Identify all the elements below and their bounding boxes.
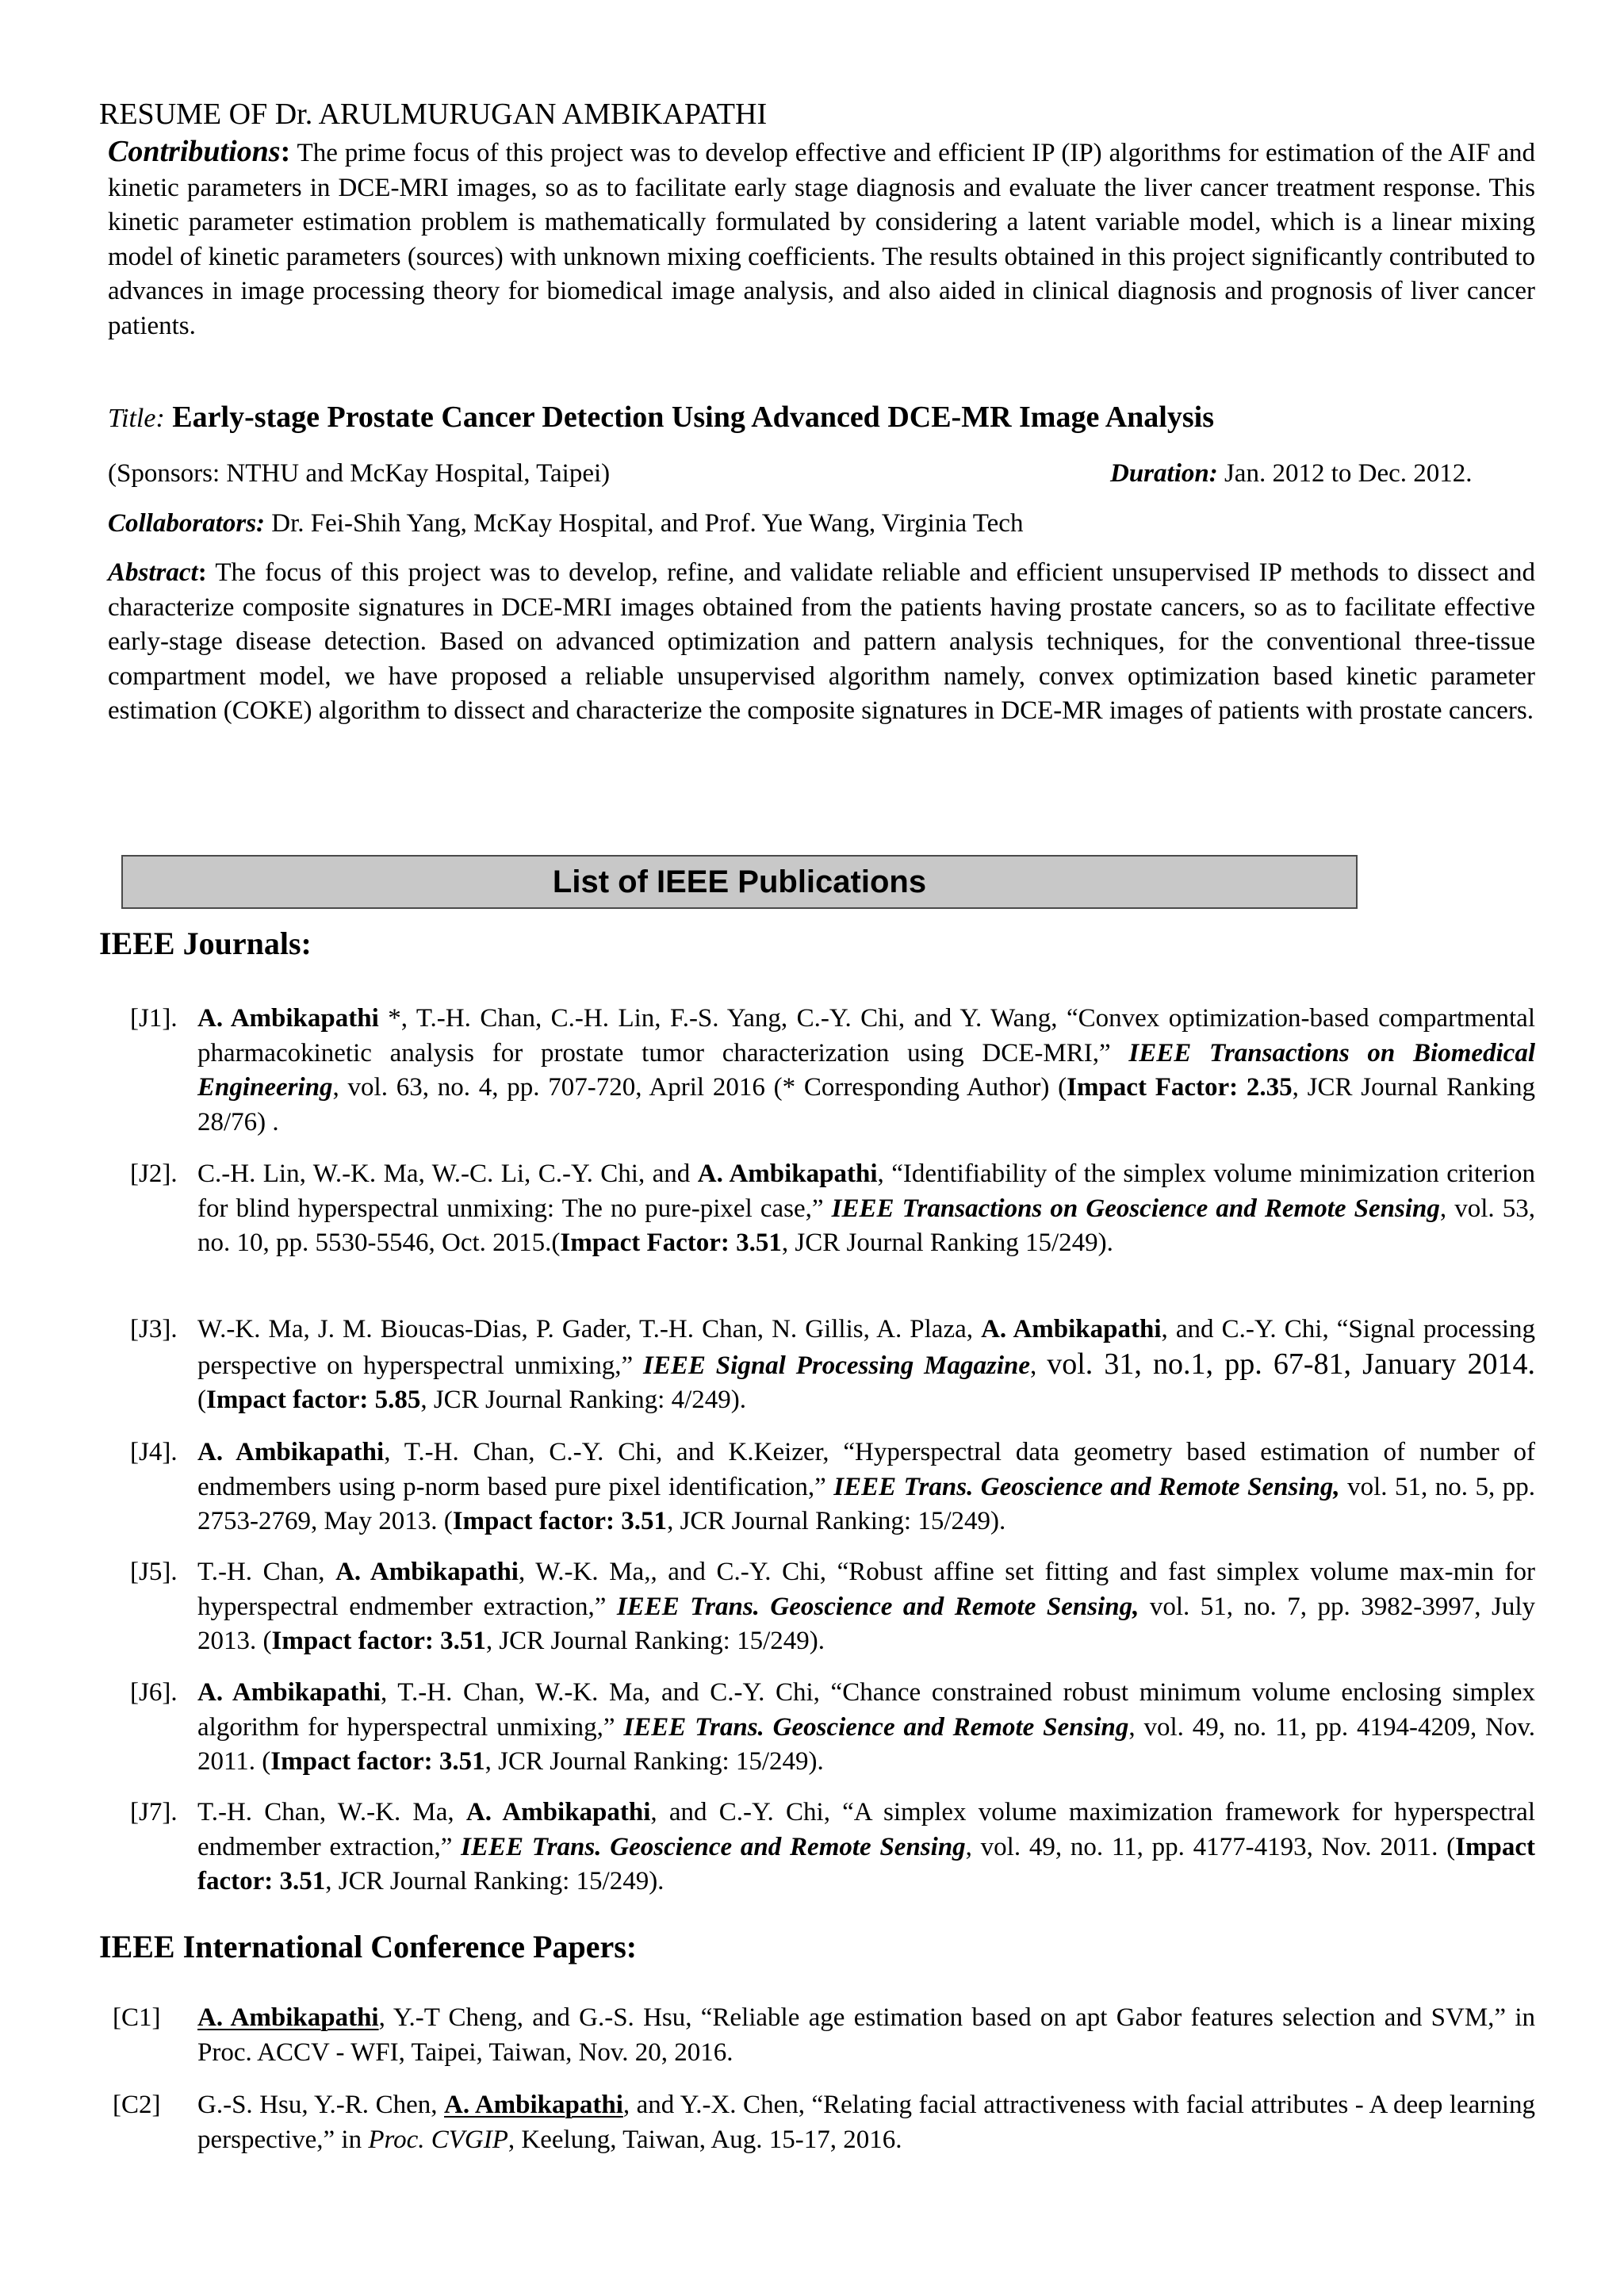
entry-label: [J5]. (130, 1558, 178, 1586)
entry-text: A. Ambikapathi *, T.-H. Chan, C.-H. Lin, F.-S. Yang, C.-Y. Chi, and Y. Wang, “Convex optimization-based compartmental pharmacokinetic analysis for prostate tumor characterization using DCE-MRI,” IEEE Transactions on Biomedical Engineering, vol. 63, no. 4, pp. 707-720, April 2016 (* Corresponding Author) (Impact Factor: 2.35, JCR Journal Ranking 28/76) . (197, 1004, 1536, 1137)
journal-entry (99, 1796, 1535, 1899)
journal-entry (99, 1435, 1535, 1539)
entry-label: [J4]. (130, 1438, 178, 1466)
journals-heading: IEEE Journals: (99, 926, 312, 961)
entry-text: T.-H. Chan, A. Ambikapathi, W.-K. Ma,, and C.-Y. Chi, “Robust affine set fitting and fast simplex volume max-min for hyperspectral endmember extraction,” IEEE Trans. Geoscience and Remote Sensing, vol. 51, no. 7, pp. 3982-3997, July 2013. (Impact factor: 3.51, JCR Journal Ranking: 15/249). (197, 1558, 1535, 1656)
duration-value: Jan. 2012 to Dec. 2012. (1217, 459, 1473, 488)
conferences-heading: IEEE International Conference Papers: (99, 1929, 638, 1964)
conference-entry (99, 2088, 1535, 2157)
entry-text: T.-H. Chan, W.-K. Ma, A. Ambikapathi, and C.-Y. Chi, “A simplex volume maximization framework for hyperspectral endmember extraction,” IEEE Trans. Geoscience and Remote Sensing, vol. 49, no. 11, pp. 4177-4193, Nov. 2011. (Impact factor: 3.51, JCR Journal Ranking: 15/249). (197, 1798, 1535, 1896)
project-title-text: Early-stage Prostate Cancer Detection Using Advanced DCE-MR Image Analysis (164, 401, 1214, 434)
contributions-label: Contributions (108, 135, 281, 168)
journal-entry (99, 1002, 1535, 1140)
project-title-label: Title: (108, 404, 165, 433)
entry-label: [J3]. (130, 1315, 178, 1343)
abstract-text: The focus of this project was to develop, refine, and validate reliable and efficient unsupervised IP methods to dissect and characterize composite signatures in DCE-MRI images obtained from the patients having prostate cancers, so as to facilitate effective early-stage disease detection. Based on advanced optimization and pattern analysis techniques, for the conventional three-tissue compartment model, we have proposed a reliable unsupervised algorithm namely, convex optimization based kinetic parameter estimation (COKE) algorithm to dissect and characterize the composite signatures in DCE-MR images of patients with prostate cancers. (108, 558, 1535, 726)
journal-entry (99, 1157, 1535, 1261)
abstract-paragraph: Abstract: The focus of this project was to develop, refine, and validate reliable and efficient unsupervised IP methods to dissect and characterize composite signatures in DCE-MRI images obtained from the patients having prostate cancers, so as to facilitate effective early-stage disease detection. Based on advanced optimization and pattern analysis techniques, for the conventional three-tissue compartment model, we have proposed a reliable unsupervised algorithm namely, convex optimization based kinetic parameter estimation (COKE) algorithm to dissect and characterize the composite signatures in DCE-MR images of patients with prostate cancers. (108, 558, 1535, 726)
project-collaborators (108, 506, 1023, 541)
entry-text: W.-K. Ma, J. M. Bioucas-Dias, P. Gader, T.-H. Chan, N. Gillis, A. Plaza, A. Ambikapathi, and C.-Y. Chi, “Signal processing perspective on hyperspectral unmixing,” IEEE Signal Processing Magazine, vol. 31, no.1, pp. 67-81, January 2014. (Impact factor: 5.85, JCR Journal Ranking: 4/249). (197, 1315, 1536, 1415)
resume-heading: RESUME OF Dr. ARULMURUGAN AMBIKAPATHI (99, 98, 768, 131)
publications-banner-title: List of IEEE Publications (552, 864, 927, 899)
entry-label: [J1]. (130, 1004, 178, 1033)
entry-text: A. Ambikapathi, T.-H. Chan, W.-K. Ma, and C.-Y. Chi, “Chance constrained robust minimum volume enclosing simplex algorithm for hyperspectral unmixing,” IEEE Trans. Geoscience and Remote Sensing, vol. 49, no. 11, pp. 4194-4209, Nov. 2011. (Impact factor: 3.51, JCR Journal Ranking: 15/249). (197, 1678, 1535, 1777)
duration-label: Duration: (1110, 459, 1218, 488)
conference-entry (99, 2001, 1535, 2070)
abstract-label: Abstract (108, 558, 198, 587)
project-title (108, 399, 1214, 437)
contributions-text: The prime focus of this project was to develop effective and efficient IP (IP) algorithms for estimation of the AIF and kinetic parameters in DCE-MRI images, so as to facilitate early stage diagnosis and evaluate the liver cancer treatment response. This kinetic parameter estimation problem is mathematically formulated by considering a latent variable model, which is a linear mixing model of kinetic parameters (sources) with unknown mixing coefficients. The results obtained in this project significantly contributed to advances in image processing theory for biomedical image analysis, and also aided in clinical diagnosis and prognosis of liver cancer patients. (108, 139, 1535, 340)
publications-banner (121, 855, 1358, 909)
contributions-paragraph: Contributions: The prime focus of this project was to develop effective and efficient IP (IP) algorithms for estimation of the AIF and kinetic parameters in DCE-MRI images, so as to facilitate early stage diagnosis and evaluate the liver cancer treatment response. This kinetic parameter estimation problem is mathematically formulated by considering a latent variable model, which is a linear mixing model of kinetic parameters (sources) with unknown mixing coefficients. The results obtained in this project significantly contributed to advances in image processing theory for biomedical image analysis, and also aided in clinical diagnosis and prognosis of liver cancer patients. (108, 135, 1535, 340)
entry-text: C.-H. Lin, W.-K. Ma, W.-C. Li, C.-Y. Chi, and A. Ambikapathi, “Identifiability of the simplex volume minimization criterion for blind hyperspectral unmixing: The no pure-pixel case,” IEEE Transactions on Geoscience and Remote Sensing, vol. 53, no. 10, pp. 5530-5546, Oct. 2015.(Impact Factor: 3.51, JCR Journal Ranking 15/249). (197, 1159, 1535, 1258)
entry-label: [J7]. (130, 1798, 178, 1826)
journal-entry (99, 1676, 1535, 1780)
journal-entry (99, 1313, 1535, 1418)
entry-label: [J2]. (130, 1159, 178, 1188)
journal-entry (99, 1555, 1535, 1659)
entry-label: [C2] (113, 2091, 161, 2119)
collaborators-value: Dr. Fei-Shih Yang, McKay Hospital, and Prof. Yue Wang, Virginia Tech (265, 509, 1024, 538)
project-duration (1110, 456, 1473, 491)
entry-text: G.-S. Hsu, Y.-R. Chen, A. Ambikapathi, and Y.-X. Chen, “Relating facial attractiveness with facial attributes - A deep learning perspective,” in Proc. CVGIP, Keelung, Taiwan, Aug. 15-17, 2016. (197, 2091, 1535, 2154)
project-sponsors: (Sponsors: NTHU and McKay Hospital, Taipei) (108, 459, 611, 488)
entry-text: A. Ambikapathi, Y.-T Cheng, and G.-S. Hsu, “Reliable age estimation based on apt Gabor features selection and SVM,” in Proc. ACCV - WFI, Taipei, Taiwan, Nov. 20, 2016. (197, 2003, 1535, 2067)
entry-text: A. Ambikapathi, T.-H. Chan, C.-Y. Chi, and K.Keizer, “Hyperspectral data geometry based estimation of number of endmembers using p-norm based pure pixel identification,” IEEE Trans. Geoscience and Remote Sensing, vol. 51, no. 5, pp. 2753-2769, May 2013. (Impact factor: 3.51, JCR Journal Ranking: 15/249). (197, 1438, 1536, 1536)
collaborators-label: Collaborators: (108, 509, 266, 538)
entry-label: [J6]. (130, 1678, 178, 1707)
entry-label: [C1] (113, 2003, 161, 2032)
